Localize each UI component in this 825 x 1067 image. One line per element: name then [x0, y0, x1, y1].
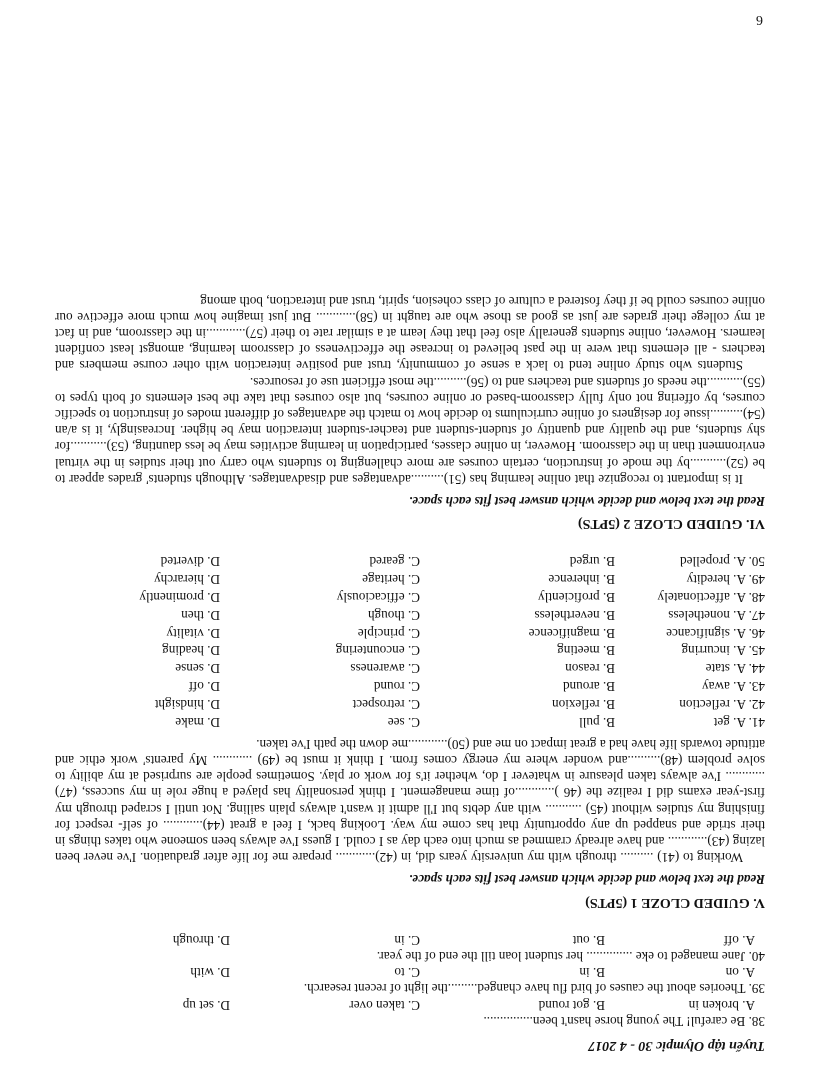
option: D. hierarchy: [154, 572, 220, 588]
section-6-passage-1: It is important to recognize that online learning has (51)..........advantages and disadvantages. Although students' grades appear to be (52)...........by the mode of instruction, certain courses are more challenging to students who carry out their studies in the virtual environment than in the classroom. However, in online classes, participation in learning activities may be less daunting, (53)...........for shy students, and the quality and quantity of student-student and teacher-student interaction may be higher. Increasingly, it is a/an (54)..........issue for designers of online curriculums to decide how to match the advantages of different modes of instruction to specific courses, by offering not only fully classroom-based or online courses, but also courses that take the best elements of both types to (55)...........the needs of students and teachers and to (56)..........the most efficient use of resources.: [55, 374, 765, 487]
option: D. make: [175, 714, 220, 730]
option: C. geared: [369, 554, 420, 570]
question-42-options: [55, 696, 765, 712]
option: 49. A. heredity: [686, 572, 765, 588]
option: B. pull: [579, 714, 615, 730]
option: D. diverted: [160, 554, 220, 570]
option: D. through: [172, 932, 230, 948]
section-6-passage-2: Students who study online tend to lack a sense of community, trust and positive interaction with other course members and teachers - all elements that were in the past believed to increase the effectiveness of classroom learning, amongst least confident learners. However, online students generally also feel that they learn at a similar rate to their (57)............in the classroom, and in fact at my college their grades are just as good as those who are taught in (58)............ But just imagine how much more effective our online courses could be if they fostered a culture of class cohesion, spirit, trust and interaction, both among: [55, 293, 765, 374]
question-38-options: [55, 996, 755, 1012]
option: C. to: [394, 965, 420, 981]
question-44-options: [55, 660, 765, 676]
option: A. broken in: [688, 997, 755, 1013]
option: 44. A. state: [705, 661, 765, 677]
option: 48. A. affectionately: [657, 589, 765, 605]
option: C. heritage: [362, 572, 420, 588]
option: D. off: [188, 678, 220, 694]
section-5-instruction: Read the text below and decide which answer best fits each space.: [408, 872, 765, 888]
option: C. awareness: [350, 661, 420, 677]
question-50-options: [55, 553, 765, 569]
option: A. on: [725, 965, 755, 981]
top-questions: [55, 932, 765, 1029]
option: B. urged: [569, 554, 615, 570]
question-43-options: [55, 678, 765, 694]
option: B. inherence: [548, 572, 615, 588]
page-header: Tuyển tập Olympic 30 - 4 2017: [588, 1038, 765, 1053]
option: B. reflexion: [552, 696, 615, 712]
section-6-instruction: Read the text below and decide which answer best fits each space.: [408, 493, 765, 509]
question-49-options: [55, 571, 765, 587]
option: B. in: [579, 965, 605, 981]
option: D. then: [181, 607, 220, 623]
question-45-options: [55, 642, 765, 658]
question-40: 40. Jane managed to eke .............. her student loan till the end of the year.: [376, 948, 765, 964]
option: B. proficiently: [538, 589, 615, 605]
section-6-title: VI. GUIDED CLOZE 2 (5PTS): [577, 516, 765, 532]
option: C. taken over: [349, 997, 420, 1013]
page-content: [55, 292, 765, 1053]
option: D. with: [190, 965, 230, 981]
question-46-options: [55, 624, 765, 640]
option: B. meeting: [557, 643, 615, 659]
option: C. retrospect: [352, 696, 420, 712]
option: D. prominently: [139, 589, 220, 605]
question-47-options: [55, 607, 765, 623]
option: 43. A. away: [702, 678, 765, 694]
page-number: 6: [756, 12, 763, 27]
option: C. round: [373, 678, 420, 694]
question-41-options: [55, 713, 765, 729]
option: A. off: [723, 932, 755, 948]
section-5-options: [55, 553, 765, 729]
option: 46. A. significance: [666, 625, 765, 641]
section-5-title: V. GUIDED CLOZE 1 (5PTS): [585, 894, 765, 910]
option: D. sense: [175, 661, 220, 677]
option: 45. A. incurring: [681, 643, 765, 659]
option: D. set up: [182, 997, 230, 1013]
option: 42. A. reflection: [679, 696, 765, 712]
option: D. heading: [162, 643, 220, 659]
option: D. hindsight: [154, 696, 220, 712]
option: B. out: [572, 932, 605, 948]
option: C. see: [387, 714, 420, 730]
option: B. reason: [565, 661, 615, 677]
option: B. got round: [538, 997, 605, 1013]
section-5-passage: Working to (41) .......... through with my university years did, in (42)............ prepare me for life after graduation. I've never been lazing (43)............ and have already crammed as much into each day as I could. I guess I've always been someone who takes things in their stride and snapped up any opportunity that has come my way. Looking back, I feel a great (44)............ of self- respect for finishing my studies without (45) ........... with any debts but I'll admit it wasn't always plain sailing. Not until I scraped through my first-year exams did I realize the (46 )............of time management. I think personality has played a huge role in my success, (47) ............ I've always taken pleasure in whatever I do, whether it's for work or play. Sometimes people are surprised at my ability to solve problem (48)..........and wonder where my energy comes from. I think it must be (49) ............ My parents' work ethic and attitude towards life have had a great impact on me and (50)............me down the path I've taken.: [55, 736, 765, 866]
option: C. efficaciously: [336, 589, 420, 605]
option: C. encountering: [335, 643, 420, 659]
option: B. around: [562, 678, 615, 694]
option: D. vitality: [166, 625, 220, 641]
question-38: 38. Be careful! The young horse hasn't been...............: [483, 1013, 765, 1029]
option: B. nevertheless: [534, 607, 615, 623]
option: 41. A. get: [713, 714, 765, 730]
option: C. in: [394, 932, 420, 948]
question-40-options: [55, 932, 755, 948]
question-48-options: [55, 589, 765, 605]
question-39-options: [55, 964, 755, 980]
option: C. though: [367, 607, 420, 623]
option: C. principle: [357, 625, 420, 641]
option: 50. A. propelled: [680, 554, 765, 570]
option: B. magnificence: [528, 625, 615, 641]
option: 47. A. nonetheless: [668, 607, 765, 623]
question-39: 39. Theories about the causes of bird flu have changed.........the light of recent research.: [303, 981, 765, 997]
